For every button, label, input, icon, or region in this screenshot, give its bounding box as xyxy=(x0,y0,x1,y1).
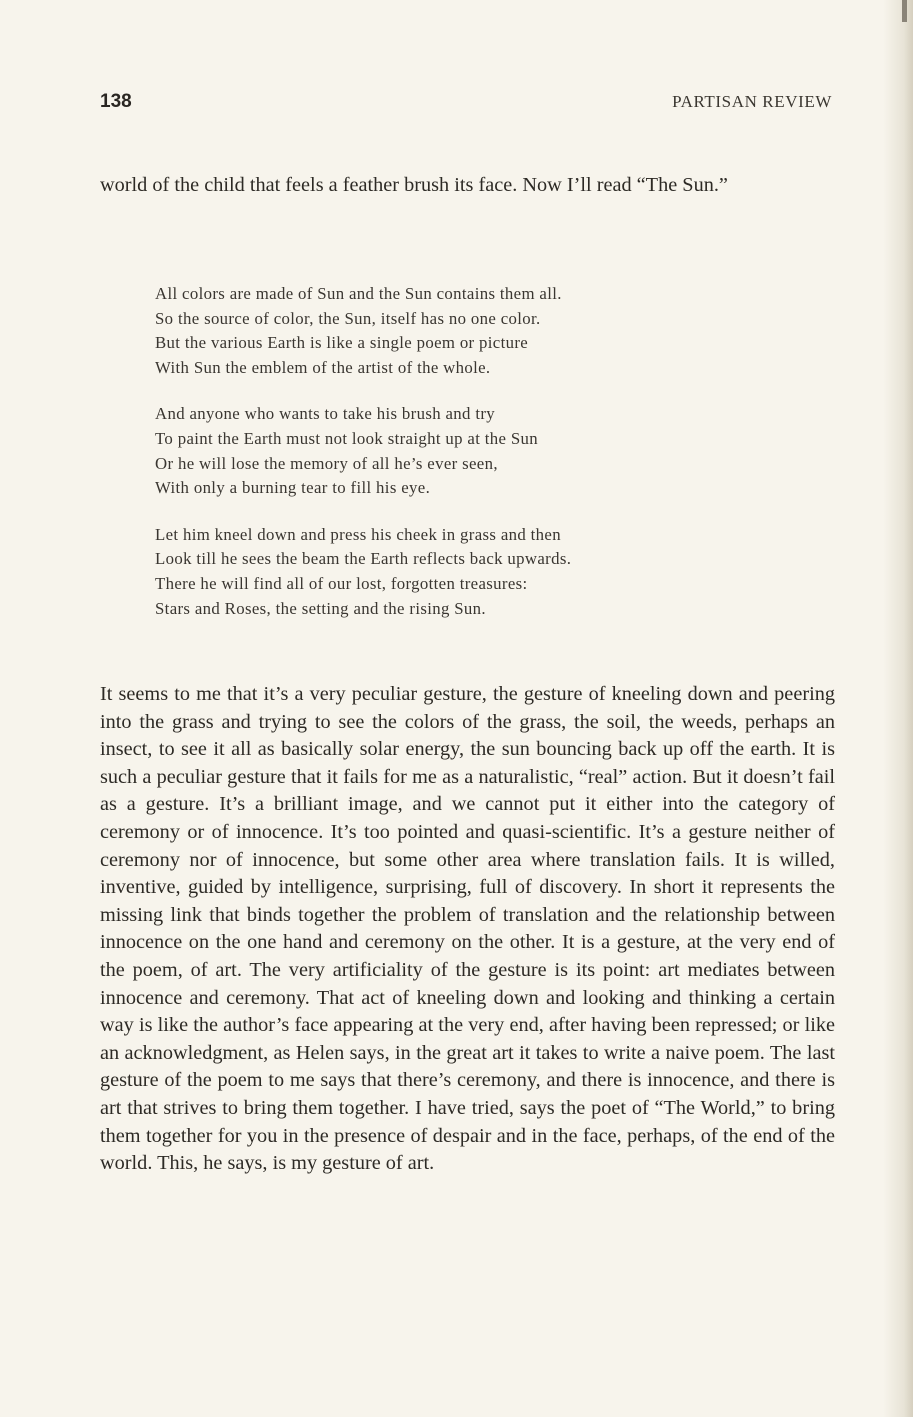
poem-line: Stars and Roses, the setting and the rising Sun. xyxy=(155,598,486,618)
poem-stanza xyxy=(155,523,755,621)
poem-line: With Sun the emblem of the artist of the whole. xyxy=(155,357,491,377)
poem-line: And anyone who wants to take his brush and try xyxy=(155,404,496,424)
body-paragraph: It seems to me that it’s a very peculiar gesture, the gesture of kneeling down and peering into the grass and trying to see the colors of the grass, the soil, the weeds, perhaps an insect, to see it all as basically solar energy, the sun bouncing back up off the earth. It is such a peculiar gesture that it fails for me as a naturalistic, “real” action. But it doesn’t fail as a gesture. It’s a brilliant image, and we cannot put it either into the category of ceremony or of innocence. It’s too pointed and quasi-scientific. It’s a gesture neither of ceremony nor of innocence, but some other area where translation fails. It is willed, inventive, guided by intelligence, surprising, full of discovery. In short it represents the missing link that binds together the problem of translation and the relationship between innocence on the one hand and ceremony on the other. It is a gesture, at the very end of the poem, of art. The very artificiality of the gesture is its point: art mediates between innocence and ceremony. That act of kneeling down and looking and thinking a certain way is like the author’s face appearing at the very end, after having been repressed; or like an acknowledgment, as Helen says, in the great art it takes to write a naive poem. The last gesture of the poem to me says that there’s ceremony, and there is innocence, and there is art that strives to bring them together. I have tried, says the poet of “The World,” to bring them together for you in the presence of despair and in the face, perhaps, of the end of the world. This, he says, is my gesture of art. xyxy=(100,683,835,1175)
poem-line: To paint the Earth must not look straight up at the Sun xyxy=(155,428,539,448)
running-head: PARTISAN REVIEW xyxy=(672,92,832,111)
poem-line: Look till he sees the beam the Earth reflects back upwards. xyxy=(155,549,572,569)
page-edge-shadow xyxy=(883,0,913,1417)
poem-line: Let him kneel down and press his cheek in grass and then xyxy=(155,524,561,544)
poem-line: So the source of color, the Sun, itself has no one color. xyxy=(155,308,541,328)
poem-stanza xyxy=(155,402,755,500)
poem-stanza xyxy=(155,282,755,380)
poem-block xyxy=(155,282,755,643)
poem-line: With only a burning tear to fill his eye. xyxy=(155,478,431,498)
page-header xyxy=(100,90,832,116)
intro-paragraph: world of the child that feels a feather brush its face. Now I’ll read “The Sun.” xyxy=(100,174,728,196)
page-edge-mark xyxy=(902,0,907,22)
poem-line: Or he will lose the memory of all he’s ever seen, xyxy=(155,453,498,473)
poem-line: But the various Earth is like a single poem or picture xyxy=(155,333,529,353)
poem-line: There he will find all of our lost, forgotten treasures: xyxy=(155,573,528,593)
page-number: 138 xyxy=(100,91,132,112)
poem-line: All colors are made of Sun and the Sun contains them all. xyxy=(155,284,562,303)
